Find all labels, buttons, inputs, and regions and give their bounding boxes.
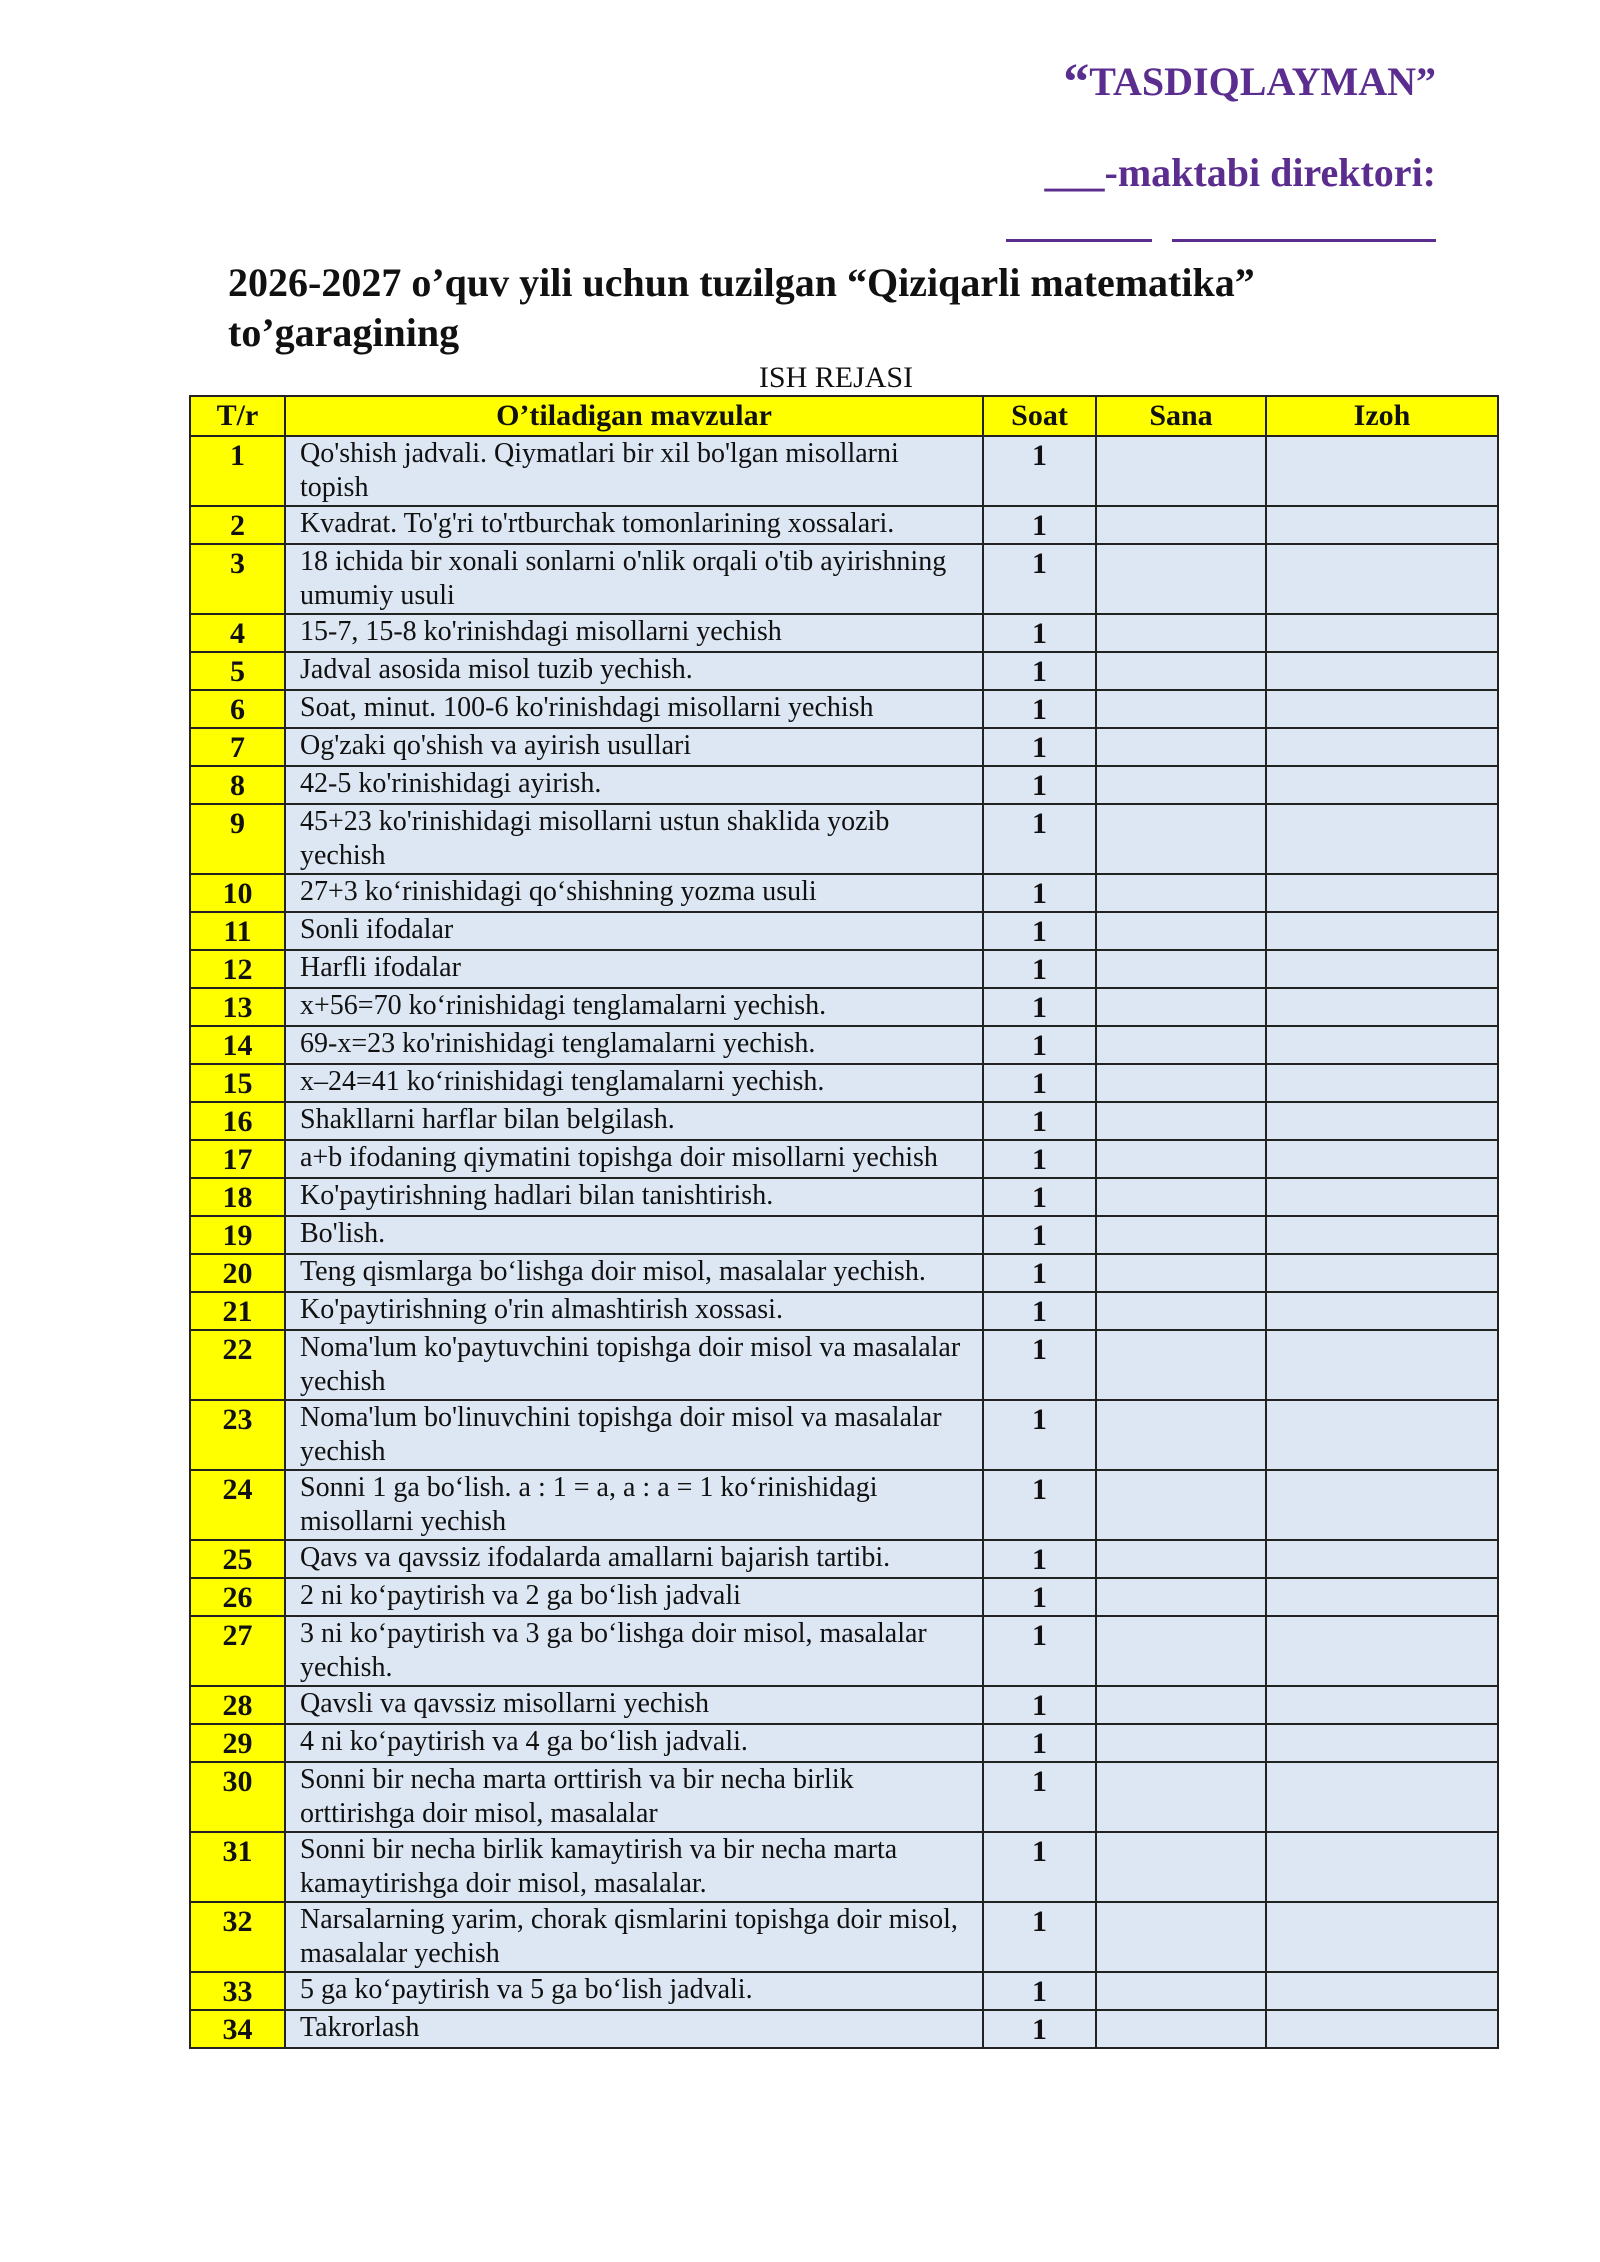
- row-date: [1096, 1140, 1266, 1178]
- row-date: [1096, 1330, 1266, 1400]
- row-hours: 1: [983, 1254, 1096, 1292]
- table-row: [190, 1178, 1498, 1216]
- table-row: [190, 1540, 1498, 1578]
- row-topic: Qo'shish jadvali. Qiymatlari bir xil bo'lgan misollarni topish: [285, 436, 983, 506]
- row-note: [1266, 1026, 1498, 1064]
- row-hours: 1: [983, 728, 1096, 766]
- table-row: [190, 874, 1498, 912]
- table-header-row: [190, 396, 1498, 436]
- row-number: 7: [190, 728, 285, 766]
- row-hours: 1: [983, 1972, 1096, 2010]
- row-hours: 1: [983, 1216, 1096, 1254]
- row-number: 5: [190, 652, 285, 690]
- row-date: [1096, 1616, 1266, 1686]
- row-date: [1096, 988, 1266, 1026]
- row-number: 21: [190, 1292, 285, 1330]
- row-topic: x+56=70 ko‘rinishidagi tenglamalarni yechish.: [285, 988, 983, 1026]
- row-note: [1266, 1330, 1498, 1400]
- table-row: [190, 544, 1498, 614]
- row-date: [1096, 544, 1266, 614]
- row-note: [1266, 1064, 1498, 1102]
- row-number: 26: [190, 1578, 285, 1616]
- row-note: [1266, 950, 1498, 988]
- row-note: [1266, 544, 1498, 614]
- row-topic: Shakllarni harflar bilan belgilash.: [285, 1102, 983, 1140]
- row-date: [1096, 436, 1266, 506]
- row-date: [1096, 728, 1266, 766]
- table-row: [190, 1330, 1498, 1400]
- row-hours: 1: [983, 988, 1096, 1026]
- row-topic: Noma'lum ko'paytuvchini topishga doir misol va masalalar yechish: [285, 1330, 983, 1400]
- row-date: [1096, 1762, 1266, 1832]
- approval-block: [1006, 54, 1436, 247]
- header-number: T/r: [190, 396, 285, 436]
- row-topic: Bo'lish.: [285, 1216, 983, 1254]
- approval-quote-mark: “: [1063, 54, 1090, 111]
- row-number: 10: [190, 874, 285, 912]
- row-topic: Ko'paytirishning hadlari bilan tanishtirish.: [285, 1178, 983, 1216]
- row-date: [1096, 1064, 1266, 1102]
- row-number: 34: [190, 2010, 285, 2048]
- row-date: [1096, 1832, 1266, 1902]
- row-note: [1266, 1762, 1498, 1832]
- table-row: [190, 766, 1498, 804]
- row-number: 19: [190, 1216, 285, 1254]
- row-note: [1266, 436, 1498, 506]
- row-number: 16: [190, 1102, 285, 1140]
- row-hours: 1: [983, 1330, 1096, 1400]
- row-note: [1266, 1254, 1498, 1292]
- row-note: [1266, 988, 1498, 1026]
- row-date: [1096, 1178, 1266, 1216]
- row-note: [1266, 1686, 1498, 1724]
- row-note: [1266, 1902, 1498, 1972]
- row-topic: Harfli ifodalar: [285, 950, 983, 988]
- table-row: [190, 1216, 1498, 1254]
- row-number: 13: [190, 988, 285, 1026]
- row-date: [1096, 766, 1266, 804]
- row-hours: 1: [983, 506, 1096, 544]
- director-line: ___-maktabi direktori:: [1044, 150, 1436, 195]
- row-hours: 1: [983, 690, 1096, 728]
- row-topic: 69-x=23 ko'rinishidagi tenglamalarni yechish.: [285, 1026, 983, 1064]
- row-number: 29: [190, 1724, 285, 1762]
- row-date: [1096, 804, 1266, 874]
- row-note: [1266, 728, 1498, 766]
- row-note: [1266, 1470, 1498, 1540]
- row-note: [1266, 690, 1498, 728]
- row-note: [1266, 1832, 1498, 1902]
- row-hours: 1: [983, 614, 1096, 652]
- row-number: 22: [190, 1330, 285, 1400]
- row-topic: Og'zaki qo'shish va ayirish usullari: [285, 728, 983, 766]
- row-hours: 1: [983, 1540, 1096, 1578]
- approval-title-text: TASDIQLAYMAN”: [1089, 59, 1436, 104]
- row-number: 30: [190, 1762, 285, 1832]
- row-date: [1096, 1972, 1266, 2010]
- row-topic: Narsalarning yarim, chorak qismlarini topishga doir misol, masalalar yechish: [285, 1902, 983, 1972]
- row-topic: 27+3 ko‘rinishidagi qo‘shishning yozma usuli: [285, 874, 983, 912]
- row-topic: 5 ga ko‘paytirish va 5 ga bo‘lish jadvali.: [285, 1972, 983, 2010]
- table-row: [190, 804, 1498, 874]
- row-number: 33: [190, 1972, 285, 2010]
- row-note: [1266, 1616, 1498, 1686]
- row-note: [1266, 1216, 1498, 1254]
- row-date: [1096, 1578, 1266, 1616]
- row-hours: 1: [983, 950, 1096, 988]
- row-date: [1096, 1102, 1266, 1140]
- header-date: Sana: [1096, 396, 1266, 436]
- row-number: 12: [190, 950, 285, 988]
- row-hours: 1: [983, 766, 1096, 804]
- table-row: [190, 652, 1498, 690]
- table-row: [190, 912, 1498, 950]
- row-note: [1266, 1178, 1498, 1216]
- row-note: [1266, 874, 1498, 912]
- row-number: 27: [190, 1616, 285, 1686]
- row-hours: 1: [983, 912, 1096, 950]
- document-subtitle: ISH REJASI: [758, 361, 914, 394]
- row-topic: Teng qismlarga bo‘lishga doir misol, masalalar yechish.: [285, 1254, 983, 1292]
- table-row: [190, 1292, 1498, 1330]
- row-number: 6: [190, 690, 285, 728]
- row-date: [1096, 506, 1266, 544]
- row-note: [1266, 1578, 1498, 1616]
- row-number: 31: [190, 1832, 285, 1902]
- row-number: 28: [190, 1686, 285, 1724]
- table-row: [190, 728, 1498, 766]
- row-date: [1096, 1686, 1266, 1724]
- row-topic: Soat, minut. 100-6 ko'rinishdagi misollarni yechish: [285, 690, 983, 728]
- row-number: 9: [190, 804, 285, 874]
- row-topic: Takrorlash: [285, 2010, 983, 2048]
- row-hours: 1: [983, 1026, 1096, 1064]
- row-note: [1266, 652, 1498, 690]
- row-topic: Sonni 1 ga bo‘lish. a : 1 = a, a : a = 1 ko‘rinishidagi misollarni yechish: [285, 1470, 983, 1540]
- table-row: [190, 1254, 1498, 1292]
- row-date: [1096, 1540, 1266, 1578]
- row-hours: 1: [983, 1762, 1096, 1832]
- table-row: [190, 1616, 1498, 1686]
- row-hours: 1: [983, 874, 1096, 912]
- row-note: [1266, 766, 1498, 804]
- row-date: [1096, 1724, 1266, 1762]
- row-date: [1096, 874, 1266, 912]
- row-note: [1266, 506, 1498, 544]
- table-row: [190, 2010, 1498, 2048]
- row-note: [1266, 2010, 1498, 2048]
- table-row: [190, 988, 1498, 1026]
- table-row: [190, 614, 1498, 652]
- row-date: [1096, 1026, 1266, 1064]
- approval-title: [1006, 54, 1436, 111]
- row-note: [1266, 1972, 1498, 2010]
- row-hours: 1: [983, 1832, 1096, 1902]
- row-hours: 1: [983, 1102, 1096, 1140]
- row-topic: 42-5 ko'rinishidagi ayirish.: [285, 766, 983, 804]
- row-date: [1096, 1400, 1266, 1470]
- work-plan-table: [189, 395, 1499, 2049]
- row-number: 2: [190, 506, 285, 544]
- row-topic: Sonli ifodalar: [285, 912, 983, 950]
- row-topic: 4 ni ko‘paytirish va 4 ga bo‘lish jadvali.: [285, 1724, 983, 1762]
- row-note: [1266, 1400, 1498, 1470]
- row-hours: 1: [983, 2010, 1096, 2048]
- row-number: 15: [190, 1064, 285, 1102]
- row-number: 3: [190, 544, 285, 614]
- table-row: [190, 436, 1498, 506]
- table-row: [190, 506, 1498, 544]
- table-row: [190, 950, 1498, 988]
- row-hours: 1: [983, 1064, 1096, 1102]
- row-topic: 18 ichida bir xonali sonlarni o'nlik orqali o'tib ayirishning umumiy usuli: [285, 544, 983, 614]
- table-row: [190, 1724, 1498, 1762]
- row-date: [1096, 2010, 1266, 2048]
- row-topic: 2 ni ko‘paytirish va 2 ga bo‘lish jadvali: [285, 1578, 983, 1616]
- row-number: 8: [190, 766, 285, 804]
- row-number: 23: [190, 1400, 285, 1470]
- header-hours: Soat: [983, 396, 1096, 436]
- row-number: 20: [190, 1254, 285, 1292]
- row-hours: 1: [983, 652, 1096, 690]
- row-topic: Qavs va qavssiz ifodalarda amallarni bajarish tartibi.: [285, 1540, 983, 1578]
- row-topic: a+b ifodaning qiymatini topishga doir misollarni yechish: [285, 1140, 983, 1178]
- row-date: [1096, 1902, 1266, 1972]
- document-title: 2026-2027 o’quv yili uchun tuzilgan “Qiziqarli matematika” to’garagining: [228, 260, 1255, 355]
- row-topic: Kvadrat. To'g'ri to'rtburchak tomonlarining xossalari.: [285, 506, 983, 544]
- row-date: [1096, 1470, 1266, 1540]
- table-body: [190, 436, 1498, 2048]
- row-note: [1266, 1292, 1498, 1330]
- table-row: [190, 1762, 1498, 1832]
- row-hours: 1: [983, 804, 1096, 874]
- row-topic: Sonni bir necha marta orttirish va bir necha birlik orttirishga doir misol, masalalar: [285, 1762, 983, 1832]
- table-row: [190, 1064, 1498, 1102]
- row-hours: 1: [983, 1902, 1096, 1972]
- row-topic: Jadval asosida misol tuzib yechish.: [285, 652, 983, 690]
- row-note: [1266, 1724, 1498, 1762]
- row-date: [1096, 614, 1266, 652]
- table-row: [190, 1902, 1498, 1972]
- table-row: [190, 1400, 1498, 1470]
- row-topic: Qavsli va qavssiz misollarni yechish: [285, 1686, 983, 1724]
- table-row: [190, 1578, 1498, 1616]
- table-row: [190, 1832, 1498, 1902]
- row-hours: 1: [983, 1470, 1096, 1540]
- table-row: [190, 1026, 1498, 1064]
- row-hours: 1: [983, 1140, 1096, 1178]
- row-note: [1266, 1540, 1498, 1578]
- name-line: [1172, 217, 1436, 242]
- row-date: [1096, 652, 1266, 690]
- row-topic: 15-7, 15-8 ko'rinishdagi misollarni yechish: [285, 614, 983, 652]
- table-row: [190, 1140, 1498, 1178]
- row-hours: 1: [983, 1724, 1096, 1762]
- row-number: 24: [190, 1470, 285, 1540]
- table-row: [190, 1102, 1498, 1140]
- row-number: 32: [190, 1902, 285, 1972]
- row-note: [1266, 1140, 1498, 1178]
- row-date: [1096, 912, 1266, 950]
- row-hours: 1: [983, 1400, 1096, 1470]
- row-topic: 45+23 ko'rinishidagi misollarni ustun shaklida yozib yechish: [285, 804, 983, 874]
- row-note: [1266, 614, 1498, 652]
- row-number: 17: [190, 1140, 285, 1178]
- row-hours: 1: [983, 1578, 1096, 1616]
- row-topic: 3 ni ko‘paytirish va 3 ga bo‘lishga doir misol, masalalar yechish.: [285, 1616, 983, 1686]
- row-hours: 1: [983, 1686, 1096, 1724]
- row-note: [1266, 1102, 1498, 1140]
- row-topic: Noma'lum bo'linuvchini topishga doir misol va masalalar yechish: [285, 1400, 983, 1470]
- row-topic: x–24=41 ko‘rinishidagi tenglamalarni yechish.: [285, 1064, 983, 1102]
- row-date: [1096, 690, 1266, 728]
- signature-lines: [1006, 217, 1436, 247]
- table-row: [190, 1972, 1498, 2010]
- row-date: [1096, 950, 1266, 988]
- row-date: [1096, 1292, 1266, 1330]
- row-note: [1266, 804, 1498, 874]
- row-number: 4: [190, 614, 285, 652]
- row-number: 25: [190, 1540, 285, 1578]
- row-number: 11: [190, 912, 285, 950]
- row-topic: Ko'paytirishning o'rin almashtirish xossasi.: [285, 1292, 983, 1330]
- signature-line: [1006, 217, 1152, 242]
- row-hours: 1: [983, 1178, 1096, 1216]
- table-row: [190, 690, 1498, 728]
- row-note: [1266, 912, 1498, 950]
- row-number: 1: [190, 436, 285, 506]
- header-topic: O’tiladigan mavzular: [285, 396, 983, 436]
- header-note: Izoh: [1266, 396, 1498, 436]
- row-hours: 1: [983, 436, 1096, 506]
- row-date: [1096, 1254, 1266, 1292]
- row-hours: 1: [983, 544, 1096, 614]
- row-number: 14: [190, 1026, 285, 1064]
- row-hours: 1: [983, 1616, 1096, 1686]
- row-hours: 1: [983, 1292, 1096, 1330]
- table-row: [190, 1686, 1498, 1724]
- table-row: [190, 1470, 1498, 1540]
- row-date: [1096, 1216, 1266, 1254]
- row-topic: Sonni bir necha birlik kamaytirish va bir necha marta kamaytirishga doir misol, masalalar.: [285, 1832, 983, 1902]
- row-number: 18: [190, 1178, 285, 1216]
